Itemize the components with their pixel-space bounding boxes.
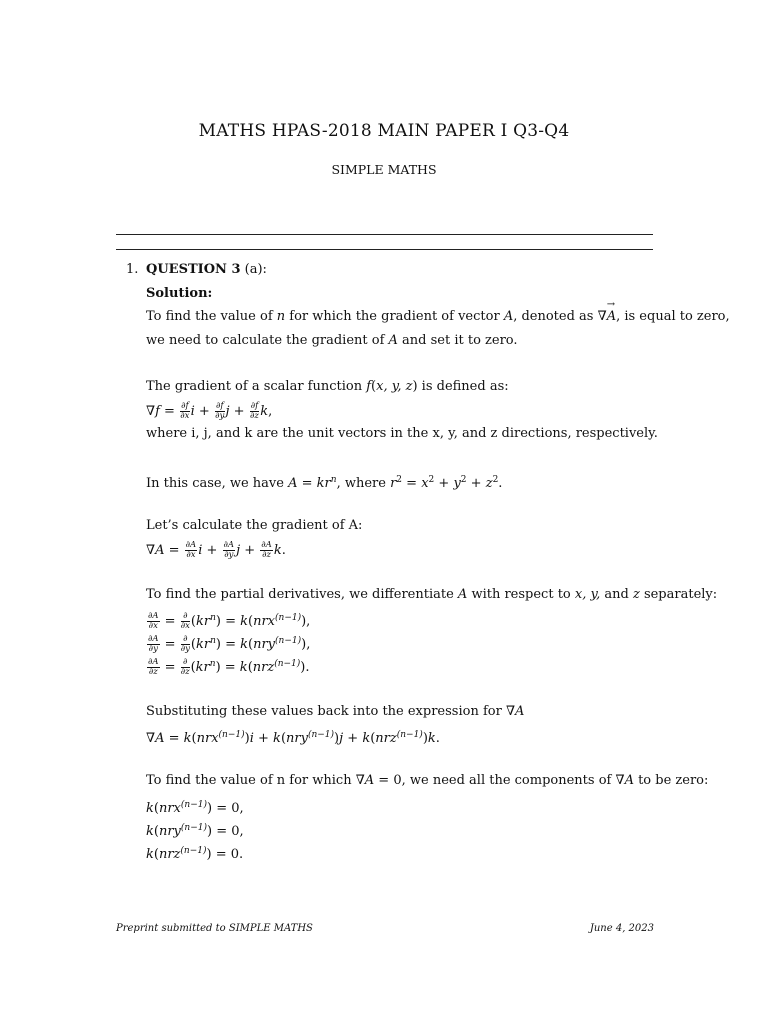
math-a: A: [503, 309, 514, 324]
text-span: , denoted as ∇: [513, 309, 607, 324]
partial-y-eq: $\frac{\partial A}{\partial y}$ = $\frac{\partial}{\partial y}$ $(kr^n) = k(nry^{(n-1)})$,: [148, 634, 311, 654]
math-vector-a: → A: [607, 309, 616, 325]
text-span: To find the value of n for which ∇: [146, 773, 365, 788]
partial-z-eq: $\frac{\partial A}{\partial z}$ = $\frac{\partial}{\partial z}$ $(kr^n) = k(nrz^{(n-1)})$.: [148, 657, 310, 677]
divider-top: [116, 234, 653, 235]
case-line: In this case, we have $A = kr^n$, where $r^2 = x^2 + y^2 + z^2$.: [146, 475, 503, 491]
partial-derivatives-line: To find the partial derivatives, we differentiate A with respect to x, y, and z separately:: [146, 587, 718, 602]
component-y-zero: k(nry$^{(n-1)}$) = 0,: [146, 823, 244, 839]
text-span: To find the partial derivatives, we differentiate: [146, 587, 458, 602]
text-span: = 0, we need all the components of ∇: [374, 773, 625, 788]
page-subtitle: SIMPLE MATHS: [331, 162, 437, 177]
gradient-a-formula: ∇A = $\frac{\partial A}{\partial x}$ i + $\frac{\partial A}{\partial y}$ j + $\frac{\partial A}{\partial z}$ k.: [146, 540, 286, 560]
divider-bottom: [116, 249, 653, 250]
item-number: 1.: [126, 262, 139, 277]
page-title: MATHS HPAS-2018 MAIN PAPER I Q3-Q4: [198, 121, 570, 141]
text-span: Substituting these values back into the expression for ∇: [146, 704, 516, 719]
component-z-zero: k(nrz$^{(n-1)}$) = 0.: [146, 846, 244, 862]
component-x-zero: k(nrx$^{(n-1)}$) = 0,: [146, 800, 244, 816]
text-span: , is equal to zero,: [616, 309, 730, 324]
text-span: , where: [336, 476, 391, 491]
gradient-expanded: ∇A = k(nrx$^{(n-1)}$)i + k(nry$^{(n-1)}$)j + k(nrz$^{(n-1)}$)k.: [146, 730, 440, 746]
find-n-line: To find the value of n for which ∇A = 0, we need all the components of ∇A to be zero:: [146, 773, 709, 788]
text-span: separately:: [639, 587, 718, 602]
text-span: In this case, we have: [146, 476, 289, 491]
text-span: with respect to: [467, 587, 575, 602]
calc-gradient-line: Let’s calculate the gradient of A:: [146, 518, 363, 533]
footer-preprint: Preprint submitted to SIMPLE MATHS: [116, 923, 313, 934]
unit-vectors-line: where i, j, and k are the unit vectors in the x, y, and z directions, respectively.: [146, 426, 658, 441]
gradient-def-line: The gradient of a scalar function f(x, y, z) is defined as:: [146, 379, 509, 394]
math-a: A: [388, 333, 398, 348]
text-span: we need to calculate the gradient of: [146, 333, 389, 348]
text-span: To find the value of: [146, 309, 277, 324]
text-span: is defined as:: [417, 379, 509, 394]
question-label: QUESTION 3: [146, 262, 241, 277]
solution-label: Solution:: [146, 286, 213, 301]
text-span: for which the gradient of vector: [285, 309, 504, 324]
question-heading: [146, 262, 267, 278]
text-span: to be zero:: [633, 773, 709, 788]
substituting-line: Substituting these values back into the expression for ∇A: [146, 704, 525, 719]
gradient-formula: ∇f = $\frac{\partial f}{\partial x}$ i + $\frac{\partial f}{\partial y}$ j + $\frac{\partial f}{\partial z}$ k,: [146, 401, 273, 421]
intro-line-2: [146, 333, 518, 349]
math-f-xyz: f: [366, 379, 372, 394]
intro-line-1: [146, 309, 730, 325]
text-span: and set it to zero.: [397, 333, 518, 348]
question-part: (a):: [240, 262, 267, 277]
math-n: n: [276, 309, 286, 324]
text-span: The gradient of a scalar function: [146, 379, 367, 394]
partial-x-eq: $\frac{\partial A}{\partial x}$ = $\frac{\partial}{\partial x}$ $(kr^n) = k(nrx^{(n-1)})$,: [148, 611, 311, 631]
footer-date: June 4, 2023: [589, 923, 654, 934]
